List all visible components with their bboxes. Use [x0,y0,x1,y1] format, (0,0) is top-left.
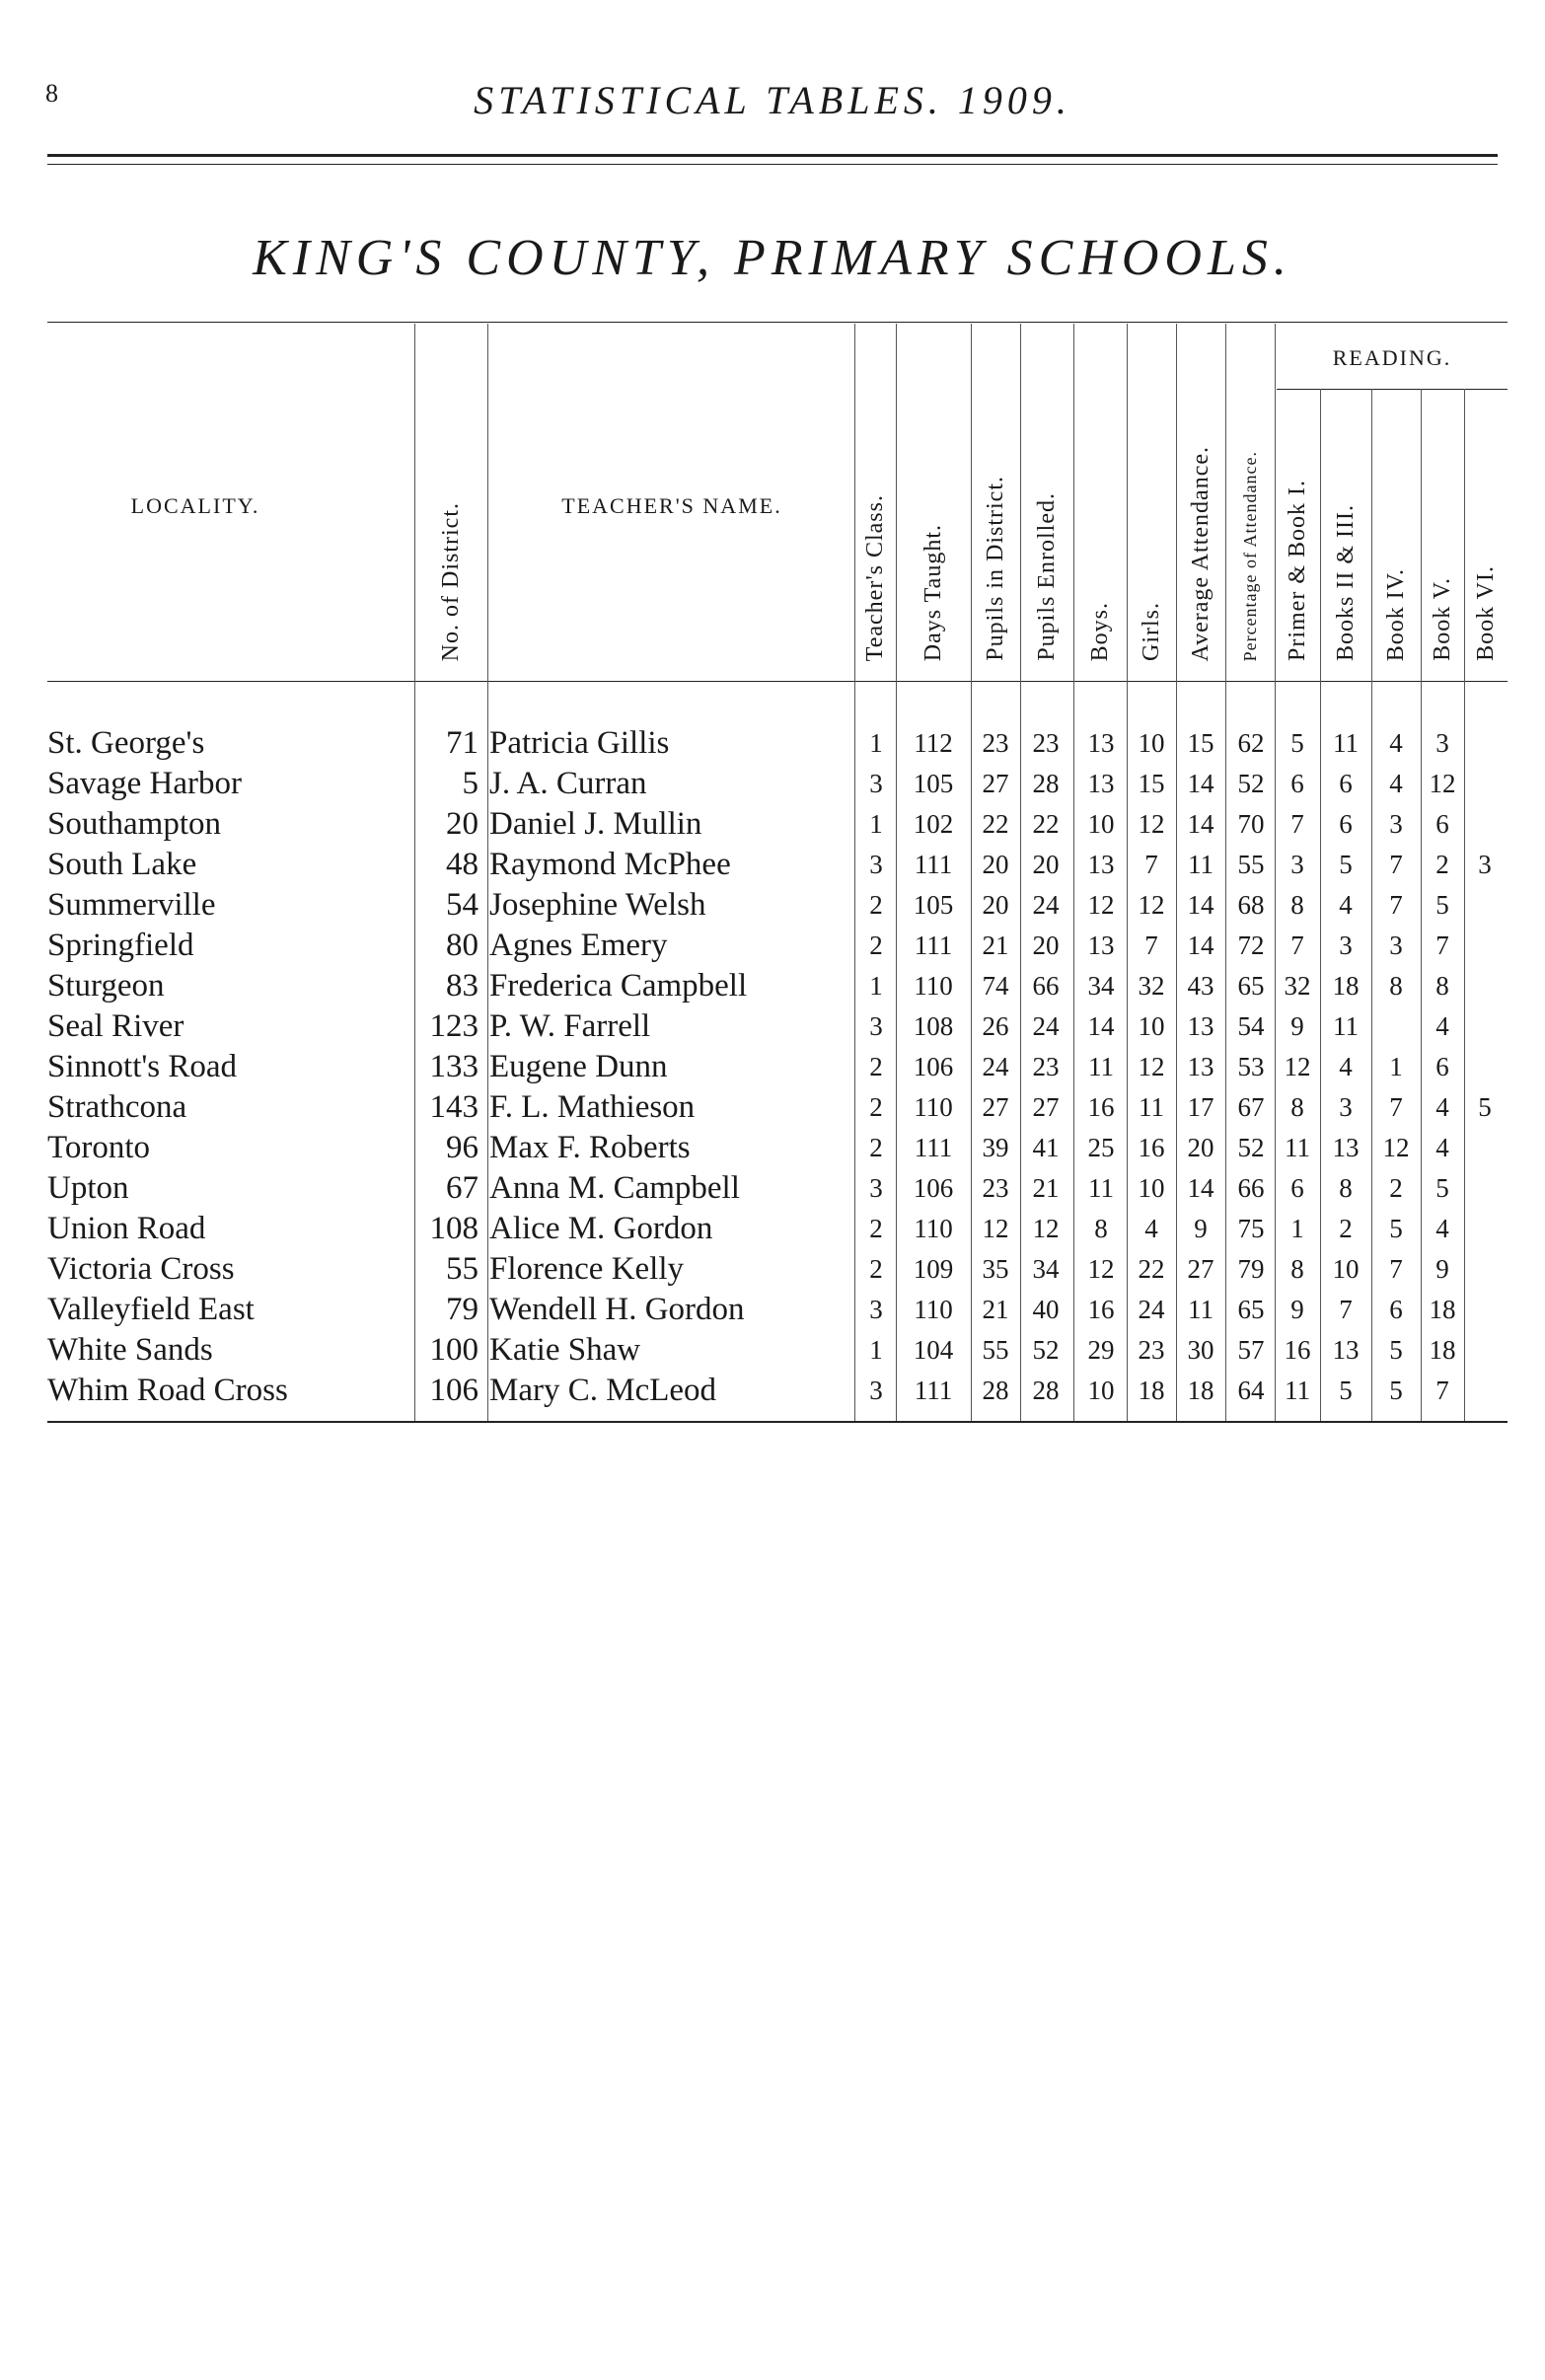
class-cell: 3 [869,769,883,798]
class-cell: 1 [869,809,883,839]
books-2-3-cell: 10 [1332,1254,1360,1284]
header-teacher: TEACHER'S NAME. [561,493,782,518]
table-row [0,1249,1545,1290]
boys-cell: 13 [1087,769,1115,798]
primer-cell: 9 [1290,1011,1304,1041]
section-title: KING'S COUNTY, PRIMARY SCHOOLS. [253,230,1292,286]
enrolled-cell: 66 [1032,971,1060,1001]
header-percentage-attendance: Percentage of Attendance. [1239,450,1260,661]
table-row [0,1209,1545,1249]
enrolled-cell: 24 [1032,1011,1060,1041]
girls-cell: 11 [1139,1092,1164,1122]
in-district-cell: 24 [982,1052,1009,1081]
district-cell: 96 [446,1130,478,1165]
enrolled-cell: 22 [1032,809,1060,839]
girls-cell: 24 [1138,1295,1165,1324]
average-cell: 14 [1187,1173,1214,1203]
days-cell: 106 [913,1173,954,1203]
locality-cell: St. George's [47,725,205,761]
book4-cell: 7 [1389,1092,1403,1122]
days-cell: 110 [914,971,953,1001]
header-reading: READING. [1332,345,1452,370]
books-2-3-cell: 5 [1339,850,1353,879]
district-cell: 106 [429,1373,478,1408]
table-row [0,885,1545,926]
enrolled-cell: 23 [1032,728,1060,758]
primer-cell: 9 [1290,1295,1304,1324]
book5-cell: 4 [1435,1011,1449,1041]
class-cell: 2 [869,1214,883,1243]
boys-cell: 10 [1087,809,1115,839]
district-cell: 71 [446,725,478,761]
average-cell: 9 [1194,1214,1208,1243]
books-2-3-cell: 4 [1339,890,1353,920]
book4-cell: 12 [1382,1133,1410,1162]
boys-cell: 16 [1087,1092,1115,1122]
in-district-cell: 12 [982,1214,1009,1243]
book4-cell: 8 [1389,971,1403,1001]
boys-cell: 12 [1087,890,1115,920]
books-2-3-cell: 6 [1339,809,1353,839]
book6-cell: 5 [1478,1092,1492,1122]
book5-cell: 18 [1429,1295,1456,1324]
girls-cell: 12 [1138,809,1165,839]
percentage-cell: 52 [1237,769,1265,798]
books-2-3-cell: 4 [1339,1052,1353,1081]
percentage-cell: 70 [1237,809,1265,839]
book5-cell: 18 [1429,1335,1456,1365]
boys-cell: 25 [1087,1133,1115,1162]
header-average-attendance: Average Attendance. [1187,445,1214,661]
in-district-cell: 22 [982,809,1009,839]
book5-cell: 12 [1429,769,1456,798]
teacher-cell: Frederica Campbell [489,968,748,1004]
header-bottom-rule [47,681,1508,682]
primer-cell: 8 [1290,1254,1304,1284]
books-2-3-cell: 11 [1333,1011,1359,1041]
district-cell: 20 [446,806,478,842]
district-cell: 143 [429,1089,478,1125]
boys-cell: 14 [1087,1011,1115,1041]
percentage-cell: 65 [1237,1295,1265,1324]
district-cell: 133 [429,1049,478,1084]
reading-rule [1277,389,1508,390]
book4-cell: 4 [1389,769,1403,798]
teacher-cell: Wendell H. Gordon [489,1292,745,1327]
in-district-cell: 55 [982,1335,1009,1365]
average-cell: 13 [1187,1052,1214,1081]
class-cell: 2 [869,930,883,960]
percentage-cell: 79 [1237,1254,1265,1284]
book5-cell: 5 [1435,890,1449,920]
average-cell: 14 [1187,930,1214,960]
percentage-cell: 67 [1237,1092,1265,1122]
locality-cell: Union Road [47,1211,206,1246]
average-cell: 11 [1188,850,1214,879]
enrolled-cell: 27 [1032,1092,1060,1122]
table-row [0,1371,1545,1411]
district-cell: 108 [429,1211,478,1246]
book6-cell: 3 [1478,850,1492,879]
district-cell: 83 [446,968,478,1004]
header-days-taught: Days Taught. [920,523,946,661]
girls-cell: 32 [1138,971,1165,1001]
percentage-cell: 64 [1237,1376,1265,1405]
primer-cell: 7 [1290,930,1304,960]
teacher-cell: Eugene Dunn [489,1049,668,1084]
days-cell: 105 [913,769,954,798]
teacher-cell: Mary C. McLeod [489,1373,717,1408]
enrolled-cell: 21 [1032,1173,1060,1203]
book5-cell: 7 [1435,930,1449,960]
class-cell: 3 [869,1295,883,1324]
book5-cell: 9 [1435,1254,1449,1284]
days-cell: 110 [914,1295,953,1324]
teacher-cell: Raymond McPhee [489,847,731,882]
percentage-cell: 52 [1237,1133,1265,1162]
percentage-cell: 57 [1237,1335,1265,1365]
in-district-cell: 23 [982,1173,1009,1203]
average-cell: 13 [1187,1011,1214,1041]
book4-cell: 5 [1389,1376,1403,1405]
book4-cell: 1 [1389,1052,1403,1081]
boys-cell: 10 [1087,1376,1115,1405]
days-cell: 110 [914,1092,953,1122]
percentage-cell: 66 [1237,1173,1265,1203]
teacher-cell: F. L. Mathieson [489,1089,696,1125]
district-cell: 67 [446,1170,478,1206]
book4-cell: 3 [1389,930,1403,960]
percentage-cell: 55 [1237,850,1265,879]
primer-cell: 7 [1290,809,1304,839]
book5-cell: 4 [1435,1214,1449,1243]
books-2-3-cell: 3 [1339,1092,1353,1122]
header-pupils-in-district: Pupils in District. [982,476,1008,661]
header-book5: Book V. [1429,577,1455,661]
teacher-cell: Katie Shaw [489,1332,641,1368]
table-row [0,764,1545,804]
book4-cell: 2 [1389,1173,1403,1203]
district-cell: 123 [429,1008,478,1044]
teacher-cell: Patricia Gillis [489,725,670,761]
boys-cell: 34 [1087,971,1115,1001]
books-2-3-cell: 8 [1339,1173,1353,1203]
header-district: No. of District. [437,501,464,661]
girls-cell: 16 [1138,1133,1165,1162]
table-row [0,1128,1545,1168]
header-pupils-enrolled: Pupils Enrolled. [1033,492,1060,661]
enrolled-cell: 40 [1032,1295,1060,1324]
girls-cell: 7 [1144,930,1158,960]
girls-cell: 12 [1138,1052,1165,1081]
table-row [0,966,1545,1006]
district-cell: 79 [446,1292,478,1327]
in-district-cell: 23 [982,728,1009,758]
locality-cell: White Sands [47,1332,213,1368]
class-cell: 3 [869,1011,883,1041]
header-girls: Girls. [1138,602,1164,661]
locality-cell: South Lake [47,847,197,882]
table-bottom-rule [47,1421,1508,1423]
girls-cell: 18 [1138,1376,1165,1405]
district-cell: 54 [446,887,478,923]
boys-cell: 8 [1094,1214,1108,1243]
in-district-cell: 21 [982,930,1009,960]
locality-cell: Toronto [47,1130,151,1165]
table-row [0,723,1545,764]
average-cell: 30 [1187,1335,1214,1365]
in-district-cell: 39 [982,1133,1009,1162]
books-2-3-cell: 13 [1332,1133,1360,1162]
percentage-cell: 68 [1237,890,1265,920]
average-cell: 11 [1188,1295,1214,1324]
primer-cell: 8 [1290,890,1304,920]
percentage-cell: 75 [1237,1214,1265,1243]
book5-cell: 5 [1435,1173,1449,1203]
primer-cell: 1 [1290,1214,1304,1243]
book4-cell: 5 [1389,1214,1403,1243]
locality-cell: Seal River [47,1008,184,1044]
girls-cell: 23 [1138,1335,1165,1365]
locality-cell: Strathcona [47,1089,187,1125]
book5-cell: 6 [1435,1052,1449,1081]
days-cell: 104 [913,1335,954,1365]
boys-cell: 29 [1087,1335,1115,1365]
locality-cell: Southampton [47,806,222,842]
girls-cell: 7 [1144,850,1158,879]
class-cell: 1 [869,971,883,1001]
enrolled-cell: 12 [1032,1214,1060,1243]
primer-cell: 11 [1285,1133,1310,1162]
class-cell: 3 [869,1376,883,1405]
enrolled-cell: 28 [1032,1376,1060,1405]
teacher-cell: Alice M. Gordon [489,1211,713,1246]
days-cell: 108 [913,1011,954,1041]
days-cell: 111 [914,850,953,879]
class-cell: 3 [869,850,883,879]
boys-cell: 13 [1087,850,1115,879]
boys-cell: 11 [1088,1052,1114,1081]
class-cell: 1 [869,728,883,758]
table-row [0,804,1545,845]
class-cell: 1 [869,1335,883,1365]
girls-cell: 15 [1138,769,1165,798]
girls-cell: 10 [1138,1011,1165,1041]
percentage-cell: 53 [1237,1052,1265,1081]
books-2-3-cell: 18 [1332,971,1360,1001]
books-2-3-cell: 13 [1332,1335,1360,1365]
class-cell: 2 [869,1133,883,1162]
average-cell: 18 [1187,1376,1214,1405]
girls-cell: 12 [1138,890,1165,920]
days-cell: 111 [914,1376,953,1405]
class-cell: 2 [869,1254,883,1284]
table-top-rule [47,322,1508,323]
locality-cell: Sturgeon [47,968,165,1004]
book5-cell: 3 [1435,728,1449,758]
locality-cell: Sinnott's Road [47,1049,238,1084]
days-cell: 111 [914,930,953,960]
locality-cell: Victoria Cross [47,1251,235,1287]
in-district-cell: 20 [982,890,1009,920]
book5-cell: 7 [1435,1376,1449,1405]
table-row [0,1330,1545,1371]
days-cell: 102 [913,809,954,839]
book4-cell: 3 [1389,809,1403,839]
books-2-3-cell: 11 [1333,728,1359,758]
days-cell: 109 [913,1254,954,1284]
average-cell: 20 [1187,1133,1214,1162]
average-cell: 14 [1187,809,1214,839]
average-cell: 14 [1187,890,1214,920]
enrolled-cell: 20 [1032,930,1060,960]
table-row [0,845,1545,885]
header-rule [47,154,1498,157]
percentage-cell: 65 [1237,971,1265,1001]
books-2-3-cell: 2 [1339,1214,1353,1243]
running-title: STATISTICAL TABLES. 1909. [474,78,1071,122]
percentage-cell: 54 [1237,1011,1265,1041]
header-boys: Boys. [1086,601,1113,661]
days-cell: 105 [913,890,954,920]
district-cell: 100 [429,1332,478,1368]
in-district-cell: 28 [982,1376,1009,1405]
primer-cell: 5 [1290,728,1304,758]
percentage-cell: 72 [1237,930,1265,960]
primer-cell: 12 [1284,1052,1311,1081]
table-row [0,1168,1545,1209]
boys-cell: 16 [1087,1295,1115,1324]
teacher-cell: Josephine Welsh [489,887,706,923]
in-district-cell: 26 [982,1011,1009,1041]
in-district-cell: 20 [982,850,1009,879]
locality-cell: Savage Harbor [47,766,243,801]
table-row [0,926,1545,966]
class-cell: 2 [869,1092,883,1122]
average-cell: 27 [1187,1254,1214,1284]
book5-cell: 6 [1435,809,1449,839]
district-cell: 55 [446,1251,478,1287]
girls-cell: 10 [1138,728,1165,758]
boys-cell: 13 [1087,930,1115,960]
book4-cell: 7 [1389,850,1403,879]
teacher-cell: Max F. Roberts [489,1130,691,1165]
book5-cell: 4 [1435,1092,1449,1122]
enrolled-cell: 41 [1032,1133,1060,1162]
teacher-cell: J. A. Curran [489,766,647,801]
header-rule-thin [47,164,1498,165]
header-book6: Book VI. [1472,565,1499,661]
enrolled-cell: 52 [1032,1335,1060,1365]
boys-cell: 12 [1087,1254,1115,1284]
books-2-3-cell: 3 [1339,930,1353,960]
in-district-cell: 27 [982,769,1009,798]
enrolled-cell: 28 [1032,769,1060,798]
primer-cell: 16 [1284,1335,1311,1365]
book4-cell: 6 [1389,1295,1403,1324]
enrolled-cell: 34 [1032,1254,1060,1284]
primer-cell: 3 [1290,850,1304,879]
average-cell: 43 [1187,971,1214,1001]
book5-cell: 2 [1435,850,1449,879]
girls-cell: 10 [1138,1173,1165,1203]
book4-cell: 7 [1389,890,1403,920]
locality-cell: Whim Road Cross [47,1373,288,1408]
teacher-cell: Daniel J. Mullin [489,806,702,842]
in-district-cell: 27 [982,1092,1009,1122]
table-row [0,1006,1545,1047]
in-district-cell: 35 [982,1254,1009,1284]
books-2-3-cell: 7 [1339,1295,1353,1324]
class-cell: 2 [869,1052,883,1081]
class-cell: 2 [869,890,883,920]
district-cell: 5 [462,766,478,801]
teacher-cell: Anna M. Campbell [489,1170,740,1206]
average-cell: 15 [1187,728,1214,758]
girls-cell: 4 [1144,1214,1158,1243]
book4-cell: 7 [1389,1254,1403,1284]
page-number: 8 [45,79,58,108]
days-cell: 110 [914,1214,953,1243]
boys-cell: 13 [1087,728,1115,758]
days-cell: 111 [914,1133,953,1162]
enrolled-cell: 24 [1032,890,1060,920]
primer-cell: 8 [1290,1092,1304,1122]
girls-cell: 22 [1138,1254,1165,1284]
days-cell: 106 [913,1052,954,1081]
in-district-cell: 21 [982,1295,1009,1324]
header-locality: LOCALITY. [130,493,260,518]
primer-cell: 32 [1284,971,1311,1001]
header-book4: Book IV. [1382,567,1409,661]
teacher-cell: Agnes Emery [489,928,668,963]
boys-cell: 11 [1088,1173,1114,1203]
primer-cell: 11 [1285,1376,1310,1405]
enrolled-cell: 20 [1032,850,1060,879]
locality-cell: Valleyfield East [47,1292,255,1327]
district-cell: 80 [446,928,478,963]
book5-cell: 8 [1435,971,1449,1001]
teacher-cell: Florence Kelly [489,1251,685,1287]
table-row [0,1290,1545,1330]
in-district-cell: 74 [982,971,1009,1001]
table-row [0,1087,1545,1128]
enrolled-cell: 23 [1032,1052,1060,1081]
books-2-3-cell: 5 [1339,1376,1353,1405]
header-teachers-class: Teacher's Class. [861,493,888,661]
locality-cell: Springfield [47,928,194,963]
teacher-cell: P. W. Farrell [489,1008,651,1044]
header-primer-book1: Primer & Book I. [1284,480,1310,661]
primer-cell: 6 [1290,769,1304,798]
locality-cell: Summerville [47,887,216,923]
district-cell: 48 [446,847,478,882]
book4-cell: 4 [1389,728,1403,758]
locality-cell: Upton [47,1170,129,1206]
percentage-cell: 62 [1237,728,1265,758]
class-cell: 3 [869,1173,883,1203]
days-cell: 112 [914,728,953,758]
header-books-2-3: Books II & III. [1332,504,1359,661]
books-2-3-cell: 6 [1339,769,1353,798]
average-cell: 14 [1187,769,1214,798]
book4-cell: 5 [1389,1335,1403,1365]
primer-cell: 6 [1290,1173,1304,1203]
average-cell: 17 [1187,1092,1214,1122]
book5-cell: 4 [1435,1133,1449,1162]
table-row [0,1047,1545,1087]
